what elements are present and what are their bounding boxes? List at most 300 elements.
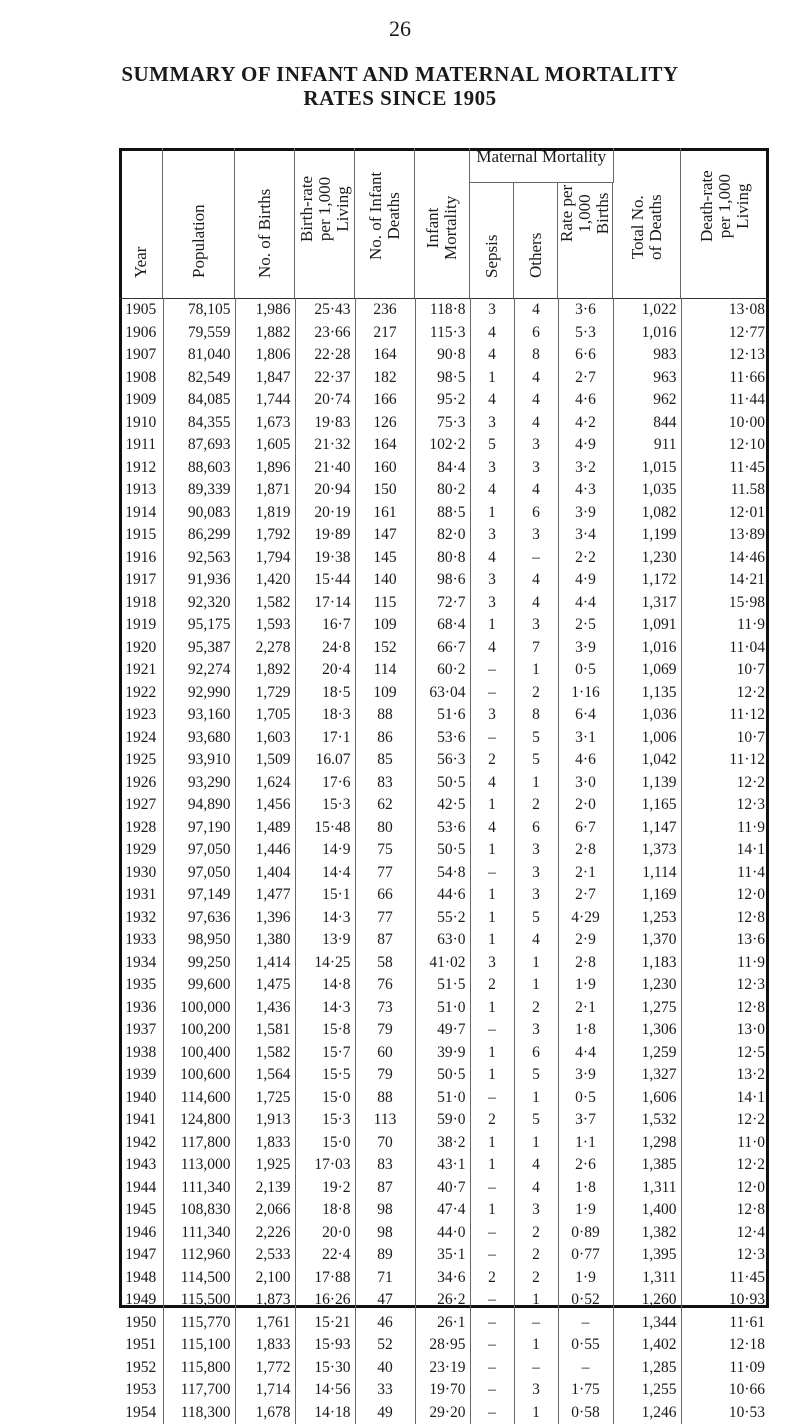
cell-maternal-rate: 1·1 (558, 1132, 613, 1155)
cell-sepsis: 1 (470, 1064, 514, 1087)
cell-death-rate: 14·1 (681, 839, 769, 862)
cell-maternal-rate: 2·8 (558, 839, 613, 862)
cell-maternal-rate: 3·6 (558, 299, 613, 322)
cell-sepsis: 1 (470, 839, 514, 862)
cell-infant-mortality: 55·2 (415, 907, 470, 930)
cell-year: 1937 (119, 1019, 163, 1042)
cell-death-rate: 11·45 (681, 457, 769, 480)
cell-infant-deaths: 150 (355, 479, 415, 502)
cell-others: 4 (514, 929, 558, 952)
cell-infant-mortality: 51·6 (415, 704, 470, 727)
cell-maternal-rate: 0·77 (558, 1244, 613, 1267)
cell-year: 1912 (119, 457, 163, 480)
cell-infant-mortality: 19·70 (415, 1379, 470, 1402)
cell-others: 3 (514, 457, 558, 480)
cell-population: 114,500 (163, 1267, 235, 1290)
cell-sepsis: – (470, 1019, 514, 1042)
cell-others: 7 (514, 637, 558, 660)
cell-births: 1,436 (235, 997, 295, 1020)
cell-maternal-rate: 3·2 (558, 457, 613, 480)
cell-population: 84,085 (163, 389, 235, 412)
cell-death-rate: 12·4 (681, 1222, 769, 1245)
cell-maternal-rate: 1·8 (558, 1177, 613, 1200)
header-death-rate: Death-rate per 1,000 Living (698, 171, 752, 243)
cell-population: 87,693 (163, 434, 235, 457)
table-row (119, 1402, 769, 1424)
cell-total-deaths: 1,069 (613, 659, 681, 682)
cell-infant-deaths: 164 (355, 434, 415, 457)
header-others: Others (527, 233, 545, 278)
cell-total-deaths: 1,285 (613, 1357, 681, 1380)
cell-births: 2,226 (235, 1222, 295, 1245)
table-row (119, 794, 769, 817)
cell-others: 3 (514, 1199, 558, 1222)
header-total-deaths: Total No. of Deaths (629, 195, 665, 261)
cell-infant-deaths: 46 (355, 1312, 415, 1335)
cell-year: 1914 (119, 502, 163, 525)
cell-birth-rate: 14·56 (295, 1379, 355, 1402)
cell-infant-deaths: 52 (355, 1334, 415, 1357)
cell-maternal-rate: 2·9 (558, 929, 613, 952)
cell-death-rate: 12·2 (681, 1109, 769, 1132)
cell-population: 88,603 (163, 457, 235, 480)
cell-infant-deaths: 79 (355, 1064, 415, 1087)
cell-infant-mortality: 72·7 (415, 592, 470, 615)
cell-population: 78,105 (163, 299, 235, 322)
cell-birth-rate: 21·40 (295, 457, 355, 480)
cell-births: 1,896 (235, 457, 295, 480)
cell-others: 1 (514, 772, 558, 795)
cell-death-rate: 12·3 (681, 974, 769, 997)
cell-death-rate: 12·3 (681, 1244, 769, 1267)
cell-total-deaths: 1,114 (613, 862, 681, 885)
cell-birth-rate: 17·03 (295, 1154, 355, 1177)
cell-infant-deaths: 62 (355, 794, 415, 817)
cell-infant-deaths: 87 (355, 929, 415, 952)
cell-year: 1948 (119, 1267, 163, 1290)
cell-infant-deaths: 58 (355, 952, 415, 975)
cell-infant-mortality: 59·0 (415, 1109, 470, 1132)
cell-total-deaths: 1,327 (613, 1064, 681, 1087)
cell-sepsis: 3 (470, 524, 514, 547)
cell-others: 5 (514, 749, 558, 772)
cell-population: 100,600 (163, 1064, 235, 1087)
cell-total-deaths: 1,317 (613, 592, 681, 615)
cell-population: 113,000 (163, 1154, 235, 1177)
cell-births: 1,593 (235, 614, 295, 637)
cell-population: 91,936 (163, 569, 235, 592)
cell-maternal-rate: 2·7 (558, 367, 613, 390)
cell-others: 2 (514, 1267, 558, 1290)
cell-total-deaths: 1,006 (613, 727, 681, 750)
table-row (119, 502, 769, 525)
cell-death-rate: 10·00 (681, 412, 769, 435)
cell-total-deaths: 1,022 (613, 299, 681, 322)
cell-total-deaths: 1,370 (613, 929, 681, 952)
cell-year: 1953 (119, 1379, 163, 1402)
cell-infant-deaths: 109 (355, 682, 415, 705)
cell-birth-rate: 17·6 (295, 772, 355, 795)
cell-population: 93,680 (163, 727, 235, 750)
table-row (119, 997, 769, 1020)
cell-others: 5 (514, 907, 558, 930)
cell-maternal-rate: 4·2 (558, 412, 613, 435)
cell-sepsis: 4 (470, 389, 514, 412)
table-row (119, 412, 769, 435)
cell-sepsis: 3 (470, 569, 514, 592)
cell-maternal-rate: 4·6 (558, 389, 613, 412)
cell-infant-deaths: 49 (355, 1402, 415, 1424)
cell-maternal-rate: 3·9 (558, 502, 613, 525)
cell-infant-mortality: 50·5 (415, 839, 470, 862)
cell-births: 1,564 (235, 1064, 295, 1087)
cell-births: 1,913 (235, 1109, 295, 1132)
cell-sepsis: 4 (470, 637, 514, 660)
cell-maternal-rate: 3·9 (558, 1064, 613, 1087)
cell-others: 1 (514, 1087, 558, 1110)
table-row (119, 1154, 769, 1177)
cell-infant-mortality: 23·19 (415, 1357, 470, 1380)
cell-infant-deaths: 164 (355, 344, 415, 367)
cell-birth-rate: 24·8 (295, 637, 355, 660)
cell-infant-mortality: 90·8 (415, 344, 470, 367)
cell-others: 3 (514, 1019, 558, 1042)
cell-birth-rate: 15·0 (295, 1132, 355, 1155)
cell-infant-mortality: 51·0 (415, 1087, 470, 1110)
cell-births: 2,139 (235, 1177, 295, 1200)
cell-year: 1932 (119, 907, 163, 930)
cell-year: 1915 (119, 524, 163, 547)
cell-maternal-rate: 2·1 (558, 862, 613, 885)
cell-others: 3 (514, 614, 558, 637)
cell-others: 4 (514, 479, 558, 502)
cell-maternal-rate: 4·29 (558, 907, 613, 930)
cell-year: 1930 (119, 862, 163, 885)
cell-births: 1,772 (235, 1357, 295, 1380)
cell-population: 93,160 (163, 704, 235, 727)
cell-birth-rate: 16.07 (295, 749, 355, 772)
cell-infant-deaths: 115 (355, 592, 415, 615)
cell-death-rate: 13·89 (681, 524, 769, 547)
cell-population: 82,549 (163, 367, 235, 390)
cell-year: 1936 (119, 997, 163, 1020)
cell-total-deaths: 1,091 (613, 614, 681, 637)
cell-year: 1949 (119, 1289, 163, 1312)
cell-sepsis: – (470, 1379, 514, 1402)
cell-infant-deaths: 145 (355, 547, 415, 570)
cell-population: 111,340 (163, 1222, 235, 1245)
cell-population: 86,299 (163, 524, 235, 547)
cell-births: 1,456 (235, 794, 295, 817)
table-row (119, 1109, 769, 1132)
cell-population: 94,890 (163, 794, 235, 817)
cell-death-rate: 11·9 (681, 952, 769, 975)
cell-births: 1,673 (235, 412, 295, 435)
cell-others: 3 (514, 839, 558, 862)
cell-death-rate: 11·9 (681, 817, 769, 840)
cell-infant-mortality: 51·5 (415, 974, 470, 997)
cell-sepsis: 4 (470, 547, 514, 570)
cell-population: 118,300 (163, 1402, 235, 1424)
table-row (119, 1312, 769, 1335)
cell-birth-rate: 15·3 (295, 1109, 355, 1132)
cell-maternal-rate: 1·9 (558, 1267, 613, 1290)
cell-year: 1954 (119, 1402, 163, 1424)
cell-year: 1917 (119, 569, 163, 592)
cell-infant-mortality: 118·8 (415, 299, 470, 322)
cell-death-rate: 10·93 (681, 1289, 769, 1312)
table-row (119, 524, 769, 547)
cell-infant-mortality: 41·02 (415, 952, 470, 975)
cell-infant-mortality: 49·7 (415, 1019, 470, 1042)
table-row (119, 592, 769, 615)
cell-total-deaths: 1,230 (613, 974, 681, 997)
cell-maternal-rate: 0·5 (558, 659, 613, 682)
cell-total-deaths: 1,275 (613, 997, 681, 1020)
cell-infant-deaths: 85 (355, 749, 415, 772)
cell-maternal-rate: 0·5 (558, 1087, 613, 1110)
cell-infant-mortality: 28·95 (415, 1334, 470, 1357)
cell-sepsis: 3 (470, 592, 514, 615)
cell-sepsis: – (470, 1289, 514, 1312)
header-rate-per-1000-births: Rate per 1,000 Births (558, 185, 612, 242)
cell-infant-mortality: 26·2 (415, 1289, 470, 1312)
cell-sepsis: – (470, 1087, 514, 1110)
cell-birth-rate: 15·44 (295, 569, 355, 592)
cell-maternal-rate: 2·6 (558, 1154, 613, 1177)
cell-birth-rate: 23·66 (295, 322, 355, 345)
cell-births: 1,819 (235, 502, 295, 525)
table-row (119, 389, 769, 412)
cell-infant-mortality: 53·6 (415, 817, 470, 840)
cell-infant-deaths: 73 (355, 997, 415, 1020)
header-infant-mortality: Infant Mortality (424, 196, 460, 260)
cell-year: 1907 (119, 344, 163, 367)
cell-maternal-rate: 0·89 (558, 1222, 613, 1245)
table-row (119, 839, 769, 862)
cell-death-rate: 11.58 (681, 479, 769, 502)
cell-others: 4 (514, 389, 558, 412)
cell-total-deaths: 1,015 (613, 457, 681, 480)
cell-sepsis: – (470, 1222, 514, 1245)
cell-population: 100,200 (163, 1019, 235, 1042)
cell-birth-rate: 20·74 (295, 389, 355, 412)
cell-sepsis: 1 (470, 367, 514, 390)
cell-death-rate: 14·21 (681, 569, 769, 592)
cell-others: 4 (514, 569, 558, 592)
cell-others: – (514, 1312, 558, 1335)
cell-death-rate: 10·66 (681, 1379, 769, 1402)
table-row (119, 1177, 769, 1200)
cell-infant-deaths: 70 (355, 1132, 415, 1155)
cell-population: 90,083 (163, 502, 235, 525)
cell-year: 1927 (119, 794, 163, 817)
cell-year: 1919 (119, 614, 163, 637)
cell-total-deaths: 1,395 (613, 1244, 681, 1267)
cell-infant-mortality: 95·2 (415, 389, 470, 412)
cell-others: 2 (514, 682, 558, 705)
cell-maternal-rate: 3·1 (558, 727, 613, 750)
cell-maternal-rate: – (558, 1357, 613, 1380)
cell-infant-mortality: 80·2 (415, 479, 470, 502)
cell-death-rate: 11·44 (681, 389, 769, 412)
cell-maternal-rate: 0·55 (558, 1334, 613, 1357)
cell-birth-rate: 22·4 (295, 1244, 355, 1267)
cell-maternal-rate: 1·9 (558, 1199, 613, 1222)
cell-year: 1933 (119, 929, 163, 952)
cell-births: 1,725 (235, 1087, 295, 1110)
cell-death-rate: 12·13 (681, 344, 769, 367)
cell-year: 1909 (119, 389, 163, 412)
cell-maternal-rate: 6·6 (558, 344, 613, 367)
cell-infant-deaths: 79 (355, 1019, 415, 1042)
cell-death-rate: 15·98 (681, 592, 769, 615)
cell-infant-deaths: 87 (355, 1177, 415, 1200)
cell-maternal-rate: 2·0 (558, 794, 613, 817)
cell-death-rate: 12·0 (681, 1177, 769, 1200)
table-row (119, 1222, 769, 1245)
cell-infant-deaths: 66 (355, 884, 415, 907)
cell-birth-rate: 17·1 (295, 727, 355, 750)
cell-population: 81,040 (163, 344, 235, 367)
cell-birth-rate: 17·88 (295, 1267, 355, 1290)
table-row (119, 1289, 769, 1312)
cell-total-deaths: 1,199 (613, 524, 681, 547)
cell-others: 1 (514, 659, 558, 682)
table-row (119, 929, 769, 952)
cell-infant-mortality: 29·20 (415, 1402, 470, 1424)
cell-sepsis: – (470, 1244, 514, 1267)
cell-infant-mortality: 44·6 (415, 884, 470, 907)
cell-year: 1947 (119, 1244, 163, 1267)
cell-death-rate: 10·53 (681, 1402, 769, 1424)
cell-population: 95,387 (163, 637, 235, 660)
mortality-table-container (119, 148, 769, 1308)
cell-infant-mortality: 38·2 (415, 1132, 470, 1155)
cell-infant-deaths: 60 (355, 1042, 415, 1065)
header-population: Population (190, 204, 208, 278)
cell-total-deaths: 1,183 (613, 952, 681, 975)
cell-total-deaths: 1,016 (613, 637, 681, 660)
cell-sepsis: 4 (470, 322, 514, 345)
cell-infant-deaths: 126 (355, 412, 415, 435)
cell-sepsis: 1 (470, 502, 514, 525)
cell-sepsis: 2 (470, 974, 514, 997)
cell-births: 1,847 (235, 367, 295, 390)
cell-infant-deaths: 113 (355, 1109, 415, 1132)
cell-infant-mortality: 26·1 (415, 1312, 470, 1335)
cell-birth-rate: 15·5 (295, 1064, 355, 1087)
cell-sepsis: 4 (470, 817, 514, 840)
cell-birth-rate: 15·48 (295, 817, 355, 840)
cell-births: 1,404 (235, 862, 295, 885)
cell-infant-deaths: 76 (355, 974, 415, 997)
cell-death-rate: 13·08 (681, 299, 769, 322)
cell-infant-mortality: 98·5 (415, 367, 470, 390)
cell-year: 1913 (119, 479, 163, 502)
cell-infant-deaths: 109 (355, 614, 415, 637)
cell-birth-rate: 15·8 (295, 1019, 355, 1042)
cell-maternal-rate: 0·58 (558, 1402, 613, 1424)
cell-sepsis: 3 (470, 299, 514, 322)
cell-sepsis: 4 (470, 772, 514, 795)
cell-year: 1929 (119, 839, 163, 862)
cell-population: 115,500 (163, 1289, 235, 1312)
cell-births: 2,066 (235, 1199, 295, 1222)
cell-birth-rate: 19·83 (295, 412, 355, 435)
table-row (119, 1244, 769, 1267)
cell-births: 1,873 (235, 1289, 295, 1312)
table-row (119, 884, 769, 907)
cell-year: 1940 (119, 1087, 163, 1110)
cell-sepsis: 1 (470, 1154, 514, 1177)
cell-maternal-rate: 1·8 (558, 1019, 613, 1042)
table-row (119, 1042, 769, 1065)
cell-population: 97,050 (163, 862, 235, 885)
header-year: Year (132, 247, 150, 278)
cell-year: 1910 (119, 412, 163, 435)
cell-infant-mortality: 63·04 (415, 682, 470, 705)
cell-total-deaths: 1,259 (613, 1042, 681, 1065)
cell-sepsis: 2 (470, 1109, 514, 1132)
cell-infant-deaths: 77 (355, 907, 415, 930)
cell-birth-rate: 17·14 (295, 592, 355, 615)
cell-population: 98,950 (163, 929, 235, 952)
cell-infant-deaths: 47 (355, 1289, 415, 1312)
cell-births: 1,624 (235, 772, 295, 795)
header-births: No. of Births (256, 189, 274, 278)
cell-total-deaths: 1,172 (613, 569, 681, 592)
cell-population: 95,175 (163, 614, 235, 637)
cell-birth-rate: 14·25 (295, 952, 355, 975)
cell-population: 97,190 (163, 817, 235, 840)
cell-births: 1,794 (235, 547, 295, 570)
cell-year: 1944 (119, 1177, 163, 1200)
cell-births: 1,603 (235, 727, 295, 750)
cell-year: 1906 (119, 322, 163, 345)
cell-population: 108,830 (163, 1199, 235, 1222)
cell-infant-deaths: 217 (355, 322, 415, 345)
cell-infant-deaths: 88 (355, 704, 415, 727)
cell-birth-rate: 19·38 (295, 547, 355, 570)
table-row (119, 614, 769, 637)
cell-others: 1 (514, 1402, 558, 1424)
cell-death-rate: 13·0 (681, 1019, 769, 1042)
cell-others: – (514, 547, 558, 570)
cell-others: 6 (514, 322, 558, 345)
cell-year: 1952 (119, 1357, 163, 1380)
cell-population: 97,149 (163, 884, 235, 907)
table-row (119, 547, 769, 570)
cell-year: 1908 (119, 367, 163, 390)
cell-total-deaths: 1,230 (613, 547, 681, 570)
cell-total-deaths: 1,532 (613, 1109, 681, 1132)
cell-death-rate: 10·7 (681, 659, 769, 682)
cell-death-rate: 13·6 (681, 929, 769, 952)
table-row (119, 682, 769, 705)
cell-others: 1 (514, 1334, 558, 1357)
cell-infant-mortality: 102·2 (415, 434, 470, 457)
cell-maternal-rate: 3·9 (558, 637, 613, 660)
cell-infant-mortality: 42·5 (415, 794, 470, 817)
cell-year: 1911 (119, 434, 163, 457)
cell-infant-deaths: 77 (355, 862, 415, 885)
cell-birth-rate: 18·8 (295, 1199, 355, 1222)
cell-others: 4 (514, 1154, 558, 1177)
cell-total-deaths: 1,165 (613, 794, 681, 817)
table-row (119, 727, 769, 750)
cell-births: 1,581 (235, 1019, 295, 1042)
